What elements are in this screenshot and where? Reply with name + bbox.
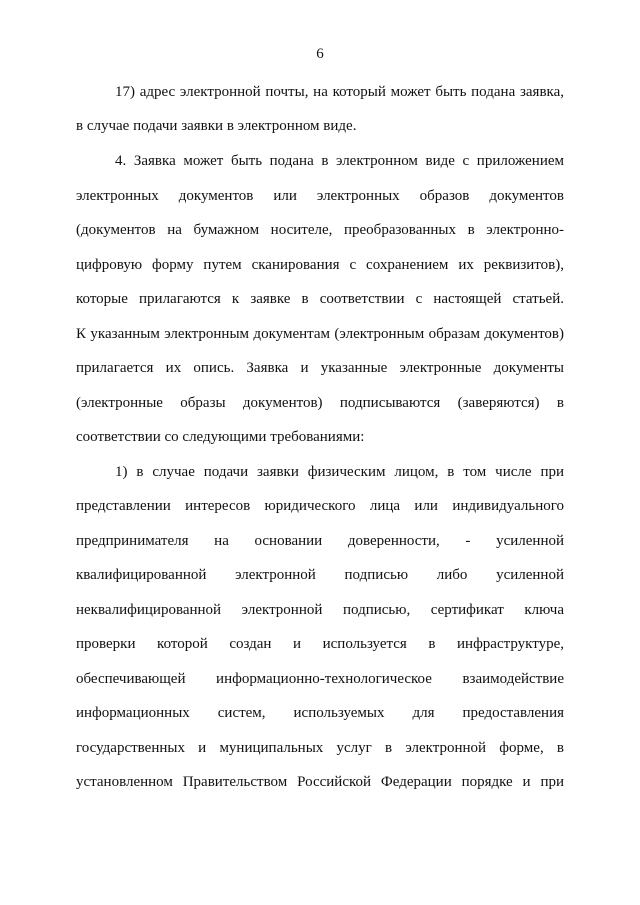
text-line: электронных документов или электронных образов документов [76, 188, 564, 204]
text-line: 1) в случае подачи заявки физическим лицом, в том числе при [115, 464, 564, 480]
text-line: квалифицированной электронной подписью либо усиленной [76, 567, 564, 583]
text-line: информационных систем, используемых для предоставления [76, 705, 564, 721]
text-line: (документов на бумажном носителе, преобразованных в электронно- [76, 222, 564, 238]
text-line: государственных и муниципальных услуг в электронной форме, в [76, 740, 564, 756]
page-number: 6 [316, 46, 324, 62]
text-line: представлении интересов юридического лица или индивидуального [76, 498, 564, 514]
text-line: которые прилагаются к заявке в соответствии с настоящей статьей. [76, 291, 564, 307]
text-line: 4. Заявка может быть подана в электронном виде с приложением [115, 153, 564, 169]
text-line: прилагается их опись. Заявка и указанные электронные документы [76, 360, 564, 376]
text-line: цифровую форму путем сканирования с сохранением их реквизитов), [76, 257, 564, 273]
text-line: 17) адрес электронной почты, на который может быть подана заявка, [115, 84, 564, 100]
text-line: К указанным электронным документам (электронным образам документов) [76, 326, 564, 342]
text-line: проверки которой создан и используется в инфраструктуре, [76, 636, 564, 652]
text-line: (электронные образы документов) подписываются (заверяются) в [76, 395, 564, 411]
text-line: обеспечивающей информационно-технологическое взаимодействие [76, 671, 564, 687]
text-line: в случае подачи заявки в электронном виде. [76, 118, 357, 134]
text-line: неквалифицированной электронной подписью, сертификат ключа [76, 602, 564, 618]
text-line: предпринимателя на основании доверенности, - усиленной [76, 533, 564, 549]
text-line: установленном Правительством Российской Федерации порядке и при [76, 774, 564, 790]
text-line: соответствии со следующими требованиями: [76, 429, 365, 445]
